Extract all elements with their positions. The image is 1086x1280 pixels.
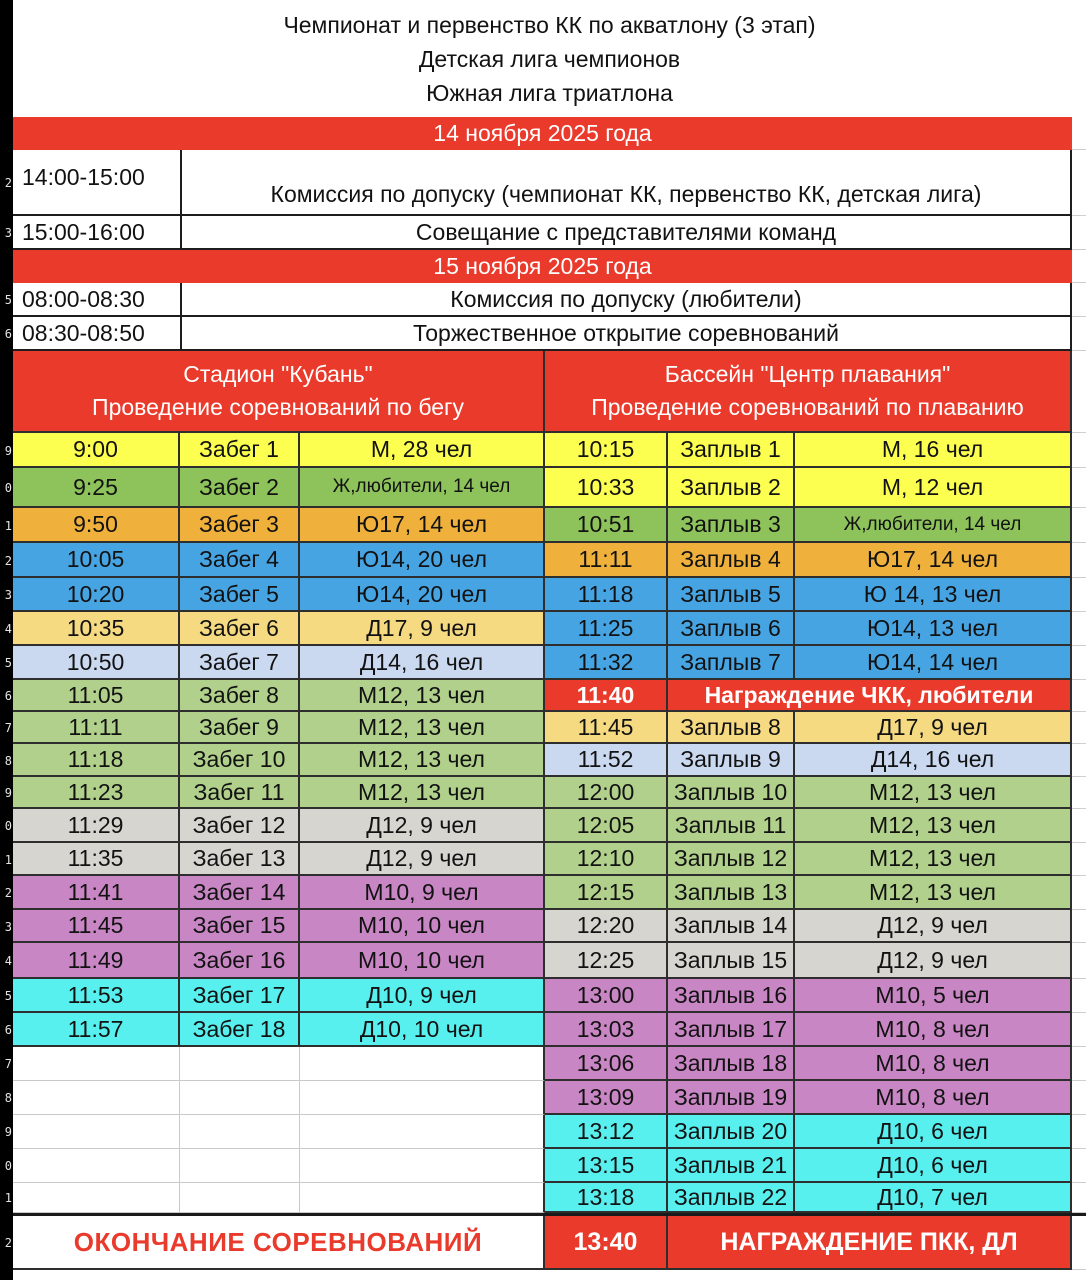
gutter <box>1072 1081 1086 1115</box>
run-time-cell: 11:57 <box>13 1013 180 1047</box>
swim-time-cell: 12:00 <box>545 777 668 809</box>
swim-time-cell: 11:25 <box>545 612 668 646</box>
swim-time-cell: 13:00 <box>545 979 668 1013</box>
schedule-row <box>4 910 1086 943</box>
schedule-row <box>4 1149 1086 1183</box>
schedule-row <box>4 876 1086 910</box>
gutter <box>1072 910 1086 943</box>
run-event-cell: Забег 2 <box>180 468 300 508</box>
schedule-row <box>4 680 1086 712</box>
run-time-cell: 9:50 <box>13 508 180 543</box>
swim-group-cell: Д10, 7 чел <box>795 1183 1072 1213</box>
row-number: 3 <box>4 227 12 239</box>
run-group-cell: М12, 13 чел <box>300 777 545 809</box>
swim-event-cell: Заплыв 18 <box>668 1047 795 1081</box>
venue-pool-title: Бассейн "Центр плавания" <box>664 361 951 387</box>
row-number: 0 <box>4 482 12 494</box>
run-event-cell: Забег 15 <box>180 910 300 943</box>
swim-group-cell: Ж,любители, 14 чел <box>795 508 1072 543</box>
row-number: 1 <box>4 519 12 532</box>
session-row <box>4 150 1086 216</box>
gutter <box>1072 1149 1086 1183</box>
run-event-cell: Забег 4 <box>180 543 300 578</box>
date-banner-row <box>13 117 1086 150</box>
run-group-cell: Ю14, 20 чел <box>300 578 545 612</box>
run-event-cell: Забег 12 <box>180 809 300 843</box>
swim-time-cell: 10:33 <box>545 468 668 508</box>
swim-time-cell: 12:05 <box>545 809 668 843</box>
gutter <box>1072 680 1086 712</box>
swim-event-cell: Заплыв 11 <box>668 809 795 843</box>
footer-row <box>4 1213 1086 1270</box>
run-event-cell: Забег 1 <box>180 433 300 468</box>
run-group-cell: Ж,любители, 14 чел <box>300 468 545 508</box>
gutter <box>1072 508 1086 543</box>
schedule-row <box>4 809 1086 843</box>
schedule-row <box>4 646 1086 680</box>
run-group-cell: Ю17, 14 чел <box>300 508 545 543</box>
empty-cell <box>300 1149 545 1183</box>
swim-event-cell: Заплыв 10 <box>668 777 795 809</box>
run-event-cell: Забег 3 <box>180 508 300 543</box>
swim-event-cell: Заплыв 1 <box>668 433 795 468</box>
gutter <box>1072 250 1086 283</box>
session-row <box>4 216 1086 250</box>
row-number-strip <box>0 0 13 1280</box>
schedule-row <box>4 433 1086 468</box>
swim-time-cell: 10:15 <box>545 433 668 468</box>
run-time-cell: 10:35 <box>13 612 180 646</box>
run-group-cell: Д12, 9 чел <box>300 843 545 876</box>
swim-time-cell: 11:52 <box>545 744 668 777</box>
empty-cell <box>300 1183 545 1213</box>
schedule-row <box>4 979 1086 1013</box>
row-number: 8 <box>4 1092 12 1104</box>
bottom-filler <box>13 1270 1086 1280</box>
empty-cell <box>13 1183 180 1213</box>
run-time-cell: 11:35 <box>13 843 180 876</box>
run-group-cell: М10, 10 чел <box>300 910 545 943</box>
run-group-cell: М10, 9 чел <box>300 876 545 910</box>
swim-event-cell: Заплыв 7 <box>668 646 795 680</box>
session-row <box>4 317 1086 351</box>
row-number: 6 <box>4 328 12 340</box>
page-title <box>13 0 1086 117</box>
run-group-cell: М10, 10 чел <box>300 943 545 979</box>
swim-time-cell: 12:10 <box>545 843 668 876</box>
row-number: 2 <box>4 554 12 567</box>
session-time-cell: 08:30-08:50 <box>13 317 182 351</box>
gutter <box>1072 777 1086 809</box>
venue-header-row <box>13 351 1086 433</box>
row-number: 9 <box>4 444 12 457</box>
swim-group-cell: Д10, 6 чел <box>795 1149 1072 1183</box>
empty-cell <box>13 1047 180 1081</box>
swim-time-cell: 12:20 <box>545 910 668 943</box>
swim-event-cell: Заплыв 9 <box>668 744 795 777</box>
swim-event-cell: Заплыв 21 <box>668 1149 795 1183</box>
gutter <box>1072 843 1086 876</box>
date-banner-day2: 15 ноября 2025 года <box>13 250 1072 283</box>
venue-stadium-subtitle: Проведение соревнований по бегу <box>92 394 464 420</box>
swim-group-cell: М12, 13 чел <box>795 843 1072 876</box>
row-number: 4 <box>4 623 12 635</box>
run-event-cell: Забег 18 <box>180 1013 300 1047</box>
swim-event-cell: Заплыв 4 <box>668 543 795 578</box>
session-time-cell: 14:00-15:00 <box>13 150 182 216</box>
row-number: 7 <box>4 1058 12 1070</box>
row-number: 6 <box>4 690 12 702</box>
schedule-row <box>4 843 1086 876</box>
title-line-3: Южная лига триатлона <box>426 79 673 106</box>
final-award-time-cell: 13:40 <box>545 1216 668 1270</box>
session-desc-cell: Комиссия по допуску (чемпионат КК, первенство КК, детская лига) <box>182 150 1072 216</box>
swim-event-cell: Заплыв 5 <box>668 578 795 612</box>
swim-group-cell: Д12, 9 чел <box>795 910 1072 943</box>
row-number: 5 <box>4 990 12 1002</box>
row-number: 0 <box>4 820 12 832</box>
gutter <box>1072 612 1086 646</box>
gutter <box>1072 468 1086 508</box>
run-group-cell: М, 28 чел <box>300 433 545 468</box>
swim-group-cell: Д12, 9 чел <box>795 943 1072 979</box>
session-desc-cell: Комиссия по допуску (любители) <box>182 283 1072 317</box>
schedule-row <box>4 777 1086 809</box>
row-number: 3 <box>4 589 12 601</box>
empty-cell <box>300 1047 545 1081</box>
run-time-cell: 11:49 <box>13 943 180 979</box>
row-number: 2 <box>4 1237 12 1249</box>
session-time-cell: 15:00-16:00 <box>13 216 182 250</box>
run-group-cell: Д10, 10 чел <box>300 1013 545 1047</box>
empty-cell <box>180 1047 300 1081</box>
schedule-row <box>4 1047 1086 1081</box>
empty-cell <box>13 1149 180 1183</box>
swim-time-cell: 12:15 <box>545 876 668 910</box>
run-group-cell: М12, 13 чел <box>300 680 545 712</box>
session-row <box>4 283 1086 317</box>
swim-event-cell: Заплыв 12 <box>668 843 795 876</box>
schedule-row <box>4 1115 1086 1149</box>
gutter <box>1072 283 1086 317</box>
swim-event-cell: Заплыв 14 <box>668 910 795 943</box>
gutter <box>1072 744 1086 777</box>
gutter <box>1072 216 1086 250</box>
swim-group-cell: М12, 13 чел <box>795 876 1072 910</box>
run-time-cell: 11:05 <box>13 680 180 712</box>
swim-group-cell: Д17, 9 чел <box>795 712 1072 744</box>
swim-time-cell: 13:03 <box>545 1013 668 1047</box>
swim-event-cell: Заплыв 13 <box>668 876 795 910</box>
date-banner-day1: 14 ноября 2025 года <box>13 117 1072 150</box>
swim-time-cell: 13:18 <box>545 1183 668 1213</box>
row-number: 9 <box>4 787 12 799</box>
run-time-cell: 11:45 <box>13 910 180 943</box>
swim-time-cell: 13:12 <box>545 1115 668 1149</box>
run-group-cell: М12, 13 чел <box>300 744 545 777</box>
swim-time-cell: 13:15 <box>545 1149 668 1183</box>
swim-event-cell: Заплыв 19 <box>668 1081 795 1115</box>
empty-cell <box>180 1115 300 1149</box>
swim-time-cell: 11:11 <box>545 543 668 578</box>
swim-event-cell: Заплыв 17 <box>668 1013 795 1047</box>
swim-time-cell: 13:06 <box>545 1047 668 1081</box>
run-time-cell: 11:18 <box>13 744 180 777</box>
swim-event-cell: Заплыв 22 <box>668 1183 795 1213</box>
gutter <box>1072 712 1086 744</box>
gutter <box>1072 1013 1086 1047</box>
schedule-row <box>4 712 1086 744</box>
row-number: 4 <box>4 955 12 967</box>
gutter <box>1072 543 1086 578</box>
schedule-row <box>4 1081 1086 1115</box>
empty-cell <box>180 1183 300 1213</box>
swim-event-cell: Заплыв 16 <box>668 979 795 1013</box>
run-group-cell: Д17, 9 чел <box>300 612 545 646</box>
final-award-label-cell: НАГРАЖДЕНИЕ ПКК, ДЛ <box>668 1216 1072 1270</box>
row-number: 5 <box>4 657 12 669</box>
swim-time-cell: 10:51 <box>545 508 668 543</box>
swim-group-cell: Ю17, 14 чел <box>795 543 1072 578</box>
session-desc-cell: Совещание с представителями команд <box>182 216 1072 250</box>
gutter <box>1072 433 1086 468</box>
finish-label-cell: ОКОНЧАНИЕ СОРЕВНОВАНИЙ <box>13 1216 545 1270</box>
run-group-cell: Д12, 9 чел <box>300 809 545 843</box>
run-event-cell: Забег 9 <box>180 712 300 744</box>
gutter <box>1072 1047 1086 1081</box>
run-group-cell: Д10, 9 чел <box>300 979 545 1013</box>
date-banner-row <box>13 250 1086 283</box>
run-event-cell: Забег 5 <box>180 578 300 612</box>
run-time-cell: 10:50 <box>13 646 180 680</box>
swim-event-cell: Заплыв 2 <box>668 468 795 508</box>
gutter <box>1072 317 1086 351</box>
run-time-cell: 11:11 <box>13 712 180 744</box>
run-event-cell: Забег 7 <box>180 646 300 680</box>
run-event-cell: Забег 17 <box>180 979 300 1013</box>
run-group-cell: Д14, 16 чел <box>300 646 545 680</box>
award-time-cell: 11:40 <box>545 680 668 712</box>
schedule-content <box>4 0 1086 1280</box>
run-time-cell: 9:00 <box>13 433 180 468</box>
row-number: 2 <box>4 177 12 189</box>
schedule-row <box>4 578 1086 612</box>
run-time-cell: 10:20 <box>13 578 180 612</box>
venue-stadium-header <box>13 351 545 433</box>
swim-group-cell: Ю 14, 13 чел <box>795 578 1072 612</box>
schedule-row <box>4 943 1086 979</box>
swim-group-cell: Д10, 6 чел <box>795 1115 1072 1149</box>
swim-time-cell: 11:32 <box>545 646 668 680</box>
run-event-cell: Забег 8 <box>180 680 300 712</box>
swim-time-cell: 11:45 <box>545 712 668 744</box>
row-number: 0 <box>4 1160 12 1172</box>
swim-group-cell: М, 12 чел <box>795 468 1072 508</box>
title-line-2: Детская лига чемпионов <box>418 45 681 72</box>
schedule-rows <box>4 433 1086 1213</box>
swim-event-cell: Заплыв 15 <box>668 943 795 979</box>
row-number: 9 <box>4 1126 12 1138</box>
gutter <box>1072 117 1086 150</box>
session-desc-cell: Торжественное открытие соревнований <box>182 317 1072 351</box>
swim-event-cell: Заплыв 6 <box>668 612 795 646</box>
schedule-row <box>4 508 1086 543</box>
run-group-cell: М12, 13 чел <box>300 712 545 744</box>
run-time-cell: 10:05 <box>13 543 180 578</box>
gutter <box>1072 979 1086 1013</box>
empty-cell <box>13 1081 180 1115</box>
row-number: 1 <box>4 1192 12 1204</box>
schedule-row <box>4 1013 1086 1047</box>
run-event-cell: Забег 11 <box>180 777 300 809</box>
swim-group-cell: М12, 13 чел <box>795 777 1072 809</box>
run-group-cell: Ю14, 20 чел <box>300 543 545 578</box>
run-event-cell: Забег 16 <box>180 943 300 979</box>
gutter <box>1072 351 1086 433</box>
gutter <box>1072 876 1086 910</box>
empty-cell <box>180 1149 300 1183</box>
title-line-1: Чемпионат и первенство КК по акватлону (3 этап) <box>283 11 816 38</box>
swim-event-cell: Заплыв 8 <box>668 712 795 744</box>
swim-event-cell: Заплыв 20 <box>668 1115 795 1149</box>
swim-group-cell: М12, 13 чел <box>795 809 1072 843</box>
row-number: 8 <box>4 754 12 767</box>
award-label-cell: Награждение ЧКК, любители <box>668 680 1072 712</box>
gutter <box>1072 646 1086 680</box>
empty-cell <box>300 1081 545 1115</box>
gutter <box>1072 150 1086 216</box>
schedule-row <box>4 468 1086 508</box>
session-time-cell: 08:00-08:30 <box>13 283 182 317</box>
swim-group-cell: Ю14, 13 чел <box>795 612 1072 646</box>
row-number: 2 <box>4 887 12 899</box>
swim-group-cell: М10, 5 чел <box>795 979 1072 1013</box>
swim-time-cell: 12:25 <box>545 943 668 979</box>
empty-cell <box>13 1115 180 1149</box>
run-time-cell: 11:41 <box>13 876 180 910</box>
gutter <box>1072 1183 1086 1213</box>
run-time-cell: 11:29 <box>13 809 180 843</box>
row-number: 7 <box>4 722 12 734</box>
venue-pool-header <box>545 351 1072 433</box>
swim-group-cell: Д14, 16 чел <box>795 744 1072 777</box>
empty-cell <box>180 1081 300 1115</box>
swim-event-cell: Заплыв 3 <box>668 508 795 543</box>
swim-group-cell: М, 16 чел <box>795 433 1072 468</box>
swim-time-cell: 11:18 <box>545 578 668 612</box>
run-event-cell: Забег 10 <box>180 744 300 777</box>
gutter <box>1072 1216 1086 1270</box>
schedule-row <box>4 612 1086 646</box>
venue-stadium-title: Стадион "Кубань" <box>183 361 373 387</box>
row-number: 3 <box>4 920 12 933</box>
swim-time-cell: 13:09 <box>545 1081 668 1115</box>
schedule-row <box>4 1183 1086 1213</box>
swim-group-cell: Ю14, 14 чел <box>795 646 1072 680</box>
swim-group-cell: М10, 8 чел <box>795 1081 1072 1115</box>
gutter <box>1072 943 1086 979</box>
run-time-cell: 9:25 <box>13 468 180 508</box>
run-event-cell: Забег 14 <box>180 876 300 910</box>
schedule-row <box>4 744 1086 777</box>
run-time-cell: 11:23 <box>13 777 180 809</box>
row-number: 6 <box>4 1024 12 1036</box>
venue-pool-subtitle: Проведение соревнований по плаванию <box>591 394 1024 420</box>
gutter <box>1072 1115 1086 1149</box>
run-event-cell: Забег 6 <box>180 612 300 646</box>
row-number: 5 <box>4 294 12 306</box>
swim-group-cell: М10, 8 чел <box>795 1013 1072 1047</box>
row-number: 1 <box>4 853 12 866</box>
schedule-row <box>4 543 1086 578</box>
empty-cell <box>300 1115 545 1149</box>
gutter <box>1072 809 1086 843</box>
run-event-cell: Забег 13 <box>180 843 300 876</box>
run-time-cell: 11:53 <box>13 979 180 1013</box>
swim-group-cell: М10, 8 чел <box>795 1047 1072 1081</box>
gutter <box>1072 578 1086 612</box>
